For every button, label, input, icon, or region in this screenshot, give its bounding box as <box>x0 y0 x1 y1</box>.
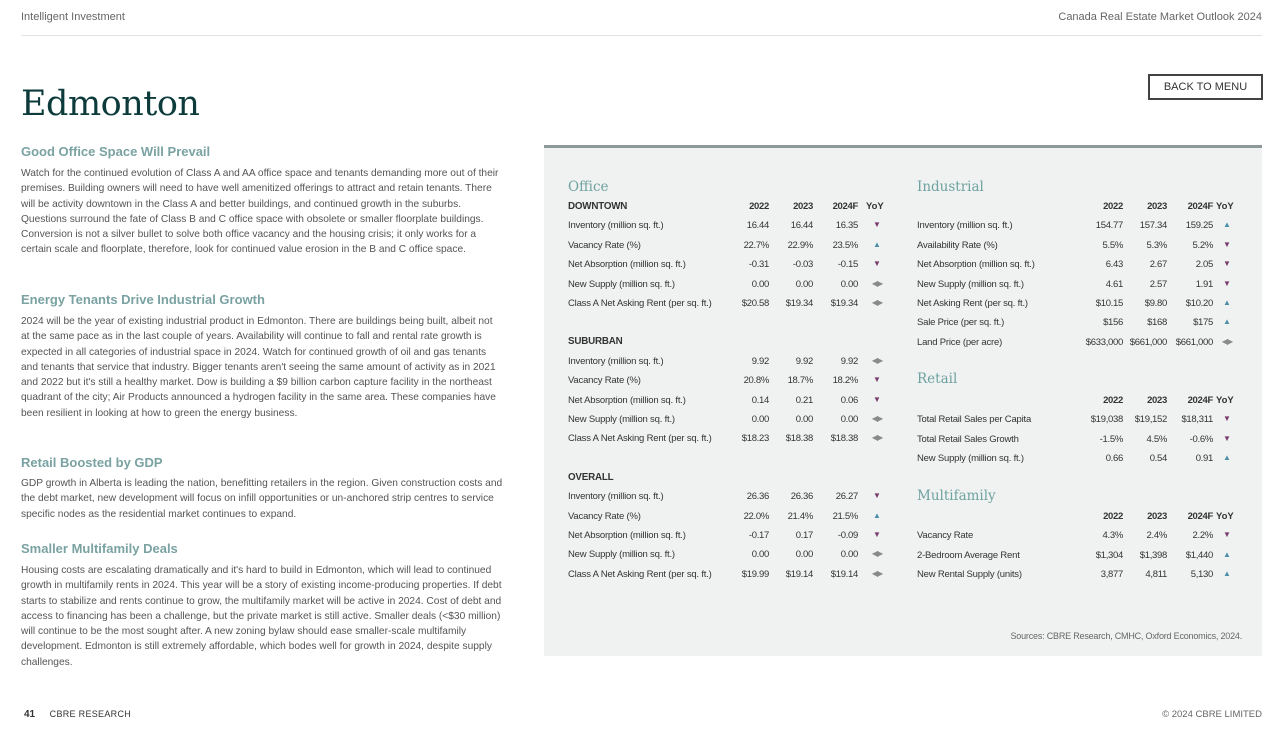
section-body: Watch for the continued evolution of Class A and AA office space and tenants demanding more out of their premises. Building owners will need to have well amenitized offerings to attract and retain tenants. There will be activity downtown in the Class A and better buildings, and continued growth in the suburbs. Questions surround the fate of Class B and C office space with obsolete or smaller floorplate buildings. Conversion is not a silver bullet to solve both office vacancy and the housing crisis; it only works for a certain scale and floorplate, therefore, look for continued value erosion in the B and C office space. <box>21 168 499 256</box>
row-label: 2-Bedroom Average Rent <box>917 549 1020 561</box>
row-value: $1,398 <box>1139 549 1167 561</box>
row-value: 16.35 <box>835 220 858 232</box>
row-value: 0.00 <box>840 414 858 425</box>
footer-copyright: © 2024 CBRE LIMITED <box>1162 709 1262 720</box>
trend-flat-icon: ◀▶ <box>871 355 883 365</box>
retail-title: Retail <box>917 371 958 387</box>
row-value: $20.58 <box>741 298 769 309</box>
table-header-row <box>917 201 1242 215</box>
table-row <box>568 220 888 234</box>
table-header-row <box>568 201 888 215</box>
row-value: 0.00 <box>795 414 813 425</box>
row-value: 5.5% <box>1102 239 1123 251</box>
trend-down-icon: ▼ <box>873 220 881 230</box>
group-label <box>568 336 888 350</box>
row-value: -0.09 <box>837 530 858 542</box>
trend-up-icon: ▲ <box>1223 220 1231 230</box>
row-label: Net Asking Rent (per sq. ft.) <box>917 298 1028 309</box>
row-value: $19.99 <box>741 568 769 580</box>
trend-up-icon: ▲ <box>1223 569 1231 579</box>
row-value: -0.31 <box>748 259 769 271</box>
row-value: 3,877 <box>1100 569 1123 581</box>
row-value: 4.5% <box>1146 433 1167 445</box>
trend-flat-icon: ◀▶ <box>871 433 883 443</box>
column-header: 2022 <box>1103 395 1123 406</box>
row-value: $1,304 <box>1095 549 1123 561</box>
table-row <box>917 530 1242 544</box>
trend-up-icon: ▲ <box>873 239 881 249</box>
row-value: $18.23 <box>741 433 769 445</box>
trend-flat-icon: ◀▶ <box>871 549 883 559</box>
table-row <box>568 549 888 563</box>
table-row <box>917 453 1242 467</box>
row-label: Inventory (million sq. ft.) <box>568 220 664 232</box>
row-value: 0.00 <box>751 278 769 290</box>
row-value: 2.67 <box>1149 259 1167 271</box>
row-value: 16.44 <box>746 220 769 232</box>
trend-up-icon: ▲ <box>1223 298 1231 307</box>
row-label: Class A Net Asking Rent (per sq. ft.) <box>568 298 712 309</box>
table-row <box>917 337 1242 351</box>
table-row <box>568 240 888 254</box>
table-row <box>568 511 888 525</box>
section-body: Housing costs are escalating dramatically and it's hard to build in Edmonton, which will lead to continued growth in multifamily rents in 2024. This year will be a story of existing income-producing properties. If debt starts to stabilize and rents continue to grow, the multifamily market will be active in 2024. Cost of debt and access to financing has been a challenge, but the private market is still active. Smaller deals (<$30 million) will continue to be the most sought after. A new zoning bylaw should ease smaller-scale multifamily development. Edmonton is still extremely affordable, which bodes well for growth in 2024, despite supply challenges. <box>21 565 502 668</box>
row-value: $18.38 <box>785 433 813 445</box>
trend-down-icon: ▼ <box>1223 239 1231 249</box>
office-title: Office <box>568 179 609 195</box>
row-value: $19.34 <box>830 298 858 309</box>
page-number: 41 <box>24 709 36 720</box>
row-value: $168 <box>1147 317 1167 329</box>
trend-flat-icon: ◀▶ <box>871 414 883 423</box>
table-row <box>568 569 888 583</box>
table-header-row <box>917 511 1242 525</box>
row-label: Vacancy Rate <box>917 530 974 542</box>
row-value: 5.3% <box>1146 239 1167 251</box>
trend-up-icon: ▲ <box>1223 317 1231 327</box>
row-value: 159.25 <box>1185 220 1213 232</box>
row-value: 18.7% <box>787 375 813 387</box>
column-header: 2022 <box>1103 201 1123 212</box>
table-row <box>568 530 888 544</box>
row-value: 6.43 <box>1105 259 1123 271</box>
row-label: New Supply (million sq. ft.) <box>917 453 1024 465</box>
row-value: 0.21 <box>795 394 813 406</box>
column-header: 2023 <box>1147 201 1167 212</box>
row-label: New Supply (million sq. ft.) <box>568 278 675 290</box>
row-value: $1,440 <box>1185 549 1213 561</box>
column-header: 2024F <box>832 201 858 212</box>
row-value: -0.03 <box>792 259 813 271</box>
row-value: $19.14 <box>830 568 858 580</box>
trend-flat-icon: ◀▶ <box>1221 336 1233 346</box>
row-label: Class A Net Asking Rent (per sq. ft.) <box>568 433 712 445</box>
column-header: 2023 <box>1147 511 1167 522</box>
row-label: Inventory (million sq. ft.) <box>568 355 664 367</box>
row-value: $156 <box>1103 317 1123 329</box>
row-value: 0.00 <box>795 549 813 561</box>
row-value: 9.92 <box>795 355 813 367</box>
row-value: $10.15 <box>1095 298 1123 309</box>
retail-table <box>917 395 1242 465</box>
row-value: 2.57 <box>1149 278 1167 290</box>
row-value: $9.80 <box>1144 298 1167 309</box>
row-value: 0.00 <box>840 278 858 290</box>
header-left: Intelligent Investment <box>21 11 125 23</box>
row-value: 0.00 <box>751 414 769 425</box>
group-label <box>568 472 888 486</box>
row-label: Vacancy Rate (%) <box>568 239 641 251</box>
row-value: 2.05 <box>1195 259 1213 271</box>
table-row <box>917 434 1242 448</box>
industrial-table <box>917 201 1242 351</box>
market-stats-panel <box>544 145 1262 656</box>
row-value: 9.92 <box>840 355 858 367</box>
trend-down-icon: ▼ <box>1223 530 1231 540</box>
row-label: New Supply (million sq. ft.) <box>917 278 1024 290</box>
row-value: 22.0% <box>743 510 769 522</box>
column-header: 2023 <box>1147 395 1167 406</box>
row-value: -0.17 <box>748 530 769 542</box>
table-row <box>568 298 888 312</box>
row-label: Net Absorption (million sq. ft.) <box>568 259 686 271</box>
table-row <box>568 433 888 447</box>
trend-flat-icon: ◀▶ <box>871 568 883 578</box>
back-to-menu-button[interactable]: BACK TO MENU <box>1148 74 1263 100</box>
section-heading: Smaller Multifamily Deals <box>21 541 178 556</box>
row-value: 21.5% <box>832 510 858 522</box>
row-value: 157.34 <box>1139 220 1167 232</box>
footer-org: CBRE RESEARCH <box>49 709 132 719</box>
row-value: 26.36 <box>790 491 813 503</box>
trend-flat-icon: ◀▶ <box>871 278 883 288</box>
row-label: Class A Net Asking Rent (per sq. ft.) <box>568 568 712 580</box>
row-label: Inventory (million sq. ft.) <box>568 491 664 503</box>
row-value: 0.00 <box>751 549 769 561</box>
table-row <box>917 414 1242 428</box>
section-heading: Energy Tenants Drive Industrial Growth <box>21 292 265 307</box>
row-label: Net Absorption (million sq. ft.) <box>917 259 1035 271</box>
group-label-text: SUBURBAN <box>568 336 623 348</box>
row-label: Sale Price (per sq. ft.) <box>917 317 1005 329</box>
row-label: New Rental Supply (units) <box>917 569 1022 581</box>
table-row <box>917 298 1242 312</box>
table-header-row <box>917 395 1242 409</box>
table-row <box>568 395 888 409</box>
row-value: 20.8% <box>743 375 769 387</box>
row-value: 16.44 <box>790 220 813 232</box>
row-value: $19.14 <box>785 568 813 580</box>
row-label: Net Absorption (million sq. ft.) <box>568 394 686 406</box>
trend-down-icon: ▼ <box>873 491 881 501</box>
row-label: New Supply (million sq. ft.) <box>568 549 675 561</box>
sources-note: Sources: CBRE Research, CMHC, Oxford Economics, 2024. <box>1010 631 1242 641</box>
row-value: $19,038 <box>1090 414 1123 426</box>
trend-down-icon: ▼ <box>1223 259 1231 269</box>
row-value: -0.6% <box>1189 433 1213 445</box>
row-value: 4.3% <box>1102 530 1123 542</box>
row-value: 9.92 <box>751 355 769 367</box>
industrial-title: Industrial <box>917 179 984 195</box>
row-label: Total Retail Sales per Capita <box>917 414 1032 426</box>
row-value: 21.4% <box>787 510 813 522</box>
table-row <box>917 240 1242 254</box>
row-value: 22.9% <box>787 239 813 251</box>
row-value: 5,130 <box>1190 569 1213 581</box>
trend-up-icon: ▲ <box>1223 549 1231 559</box>
row-value: $19.34 <box>785 298 813 309</box>
column-header-yoy: YoY <box>866 201 884 212</box>
section-body: 2024 will be the year of existing industrial product in Edmonton. There are buildings being built, albeit not at the same pace as in the last couple of years. Availability will continue to fall and rental rate growth is expected in all categories of industrial space in 2024. Watch for continued growth of oil and gas tenants and tenants that service that industry. Bigger tenants aren't seeing the same amount of activity as in 2021 and 2022 but it's still a healthy market. Dow is building a $9 billion carbon capture facility in the northeast quadrant of the city; Air Products announced a hydrogen facility in the same area. These companies have been resilient in looking at how to green the energy business. <box>21 316 496 419</box>
group-label-text: OVERALL <box>568 471 614 483</box>
table-row <box>917 569 1242 583</box>
table-row <box>568 356 888 370</box>
trend-down-icon: ▼ <box>1223 278 1231 288</box>
row-value: $661,000 <box>1129 336 1167 348</box>
trend-up-icon: ▲ <box>873 510 881 520</box>
row-value: 2.4% <box>1146 530 1167 542</box>
table-row <box>917 550 1242 564</box>
trend-up-icon: ▲ <box>1223 453 1231 463</box>
column-header: 2024F <box>1187 511 1213 522</box>
row-label: New Supply (million sq. ft.) <box>568 414 675 425</box>
row-value: $10.20 <box>1185 298 1213 309</box>
trend-down-icon: ▼ <box>1223 414 1231 424</box>
row-label: Inventory (million sq. ft.) <box>917 220 1013 232</box>
table-row <box>917 279 1242 293</box>
table-row <box>568 279 888 293</box>
multifamily-table <box>917 511 1242 581</box>
column-header-yoy: YoY <box>1216 395 1234 406</box>
table-row <box>917 259 1242 273</box>
row-value: 0.00 <box>840 549 858 561</box>
trend-down-icon: ▼ <box>873 259 881 269</box>
trend-down-icon: ▼ <box>873 530 881 540</box>
group-label: DOWNTOWN <box>568 201 628 212</box>
column-header-yoy: YoY <box>1216 201 1234 212</box>
row-value: 5.2% <box>1192 239 1213 251</box>
row-label: Vacancy Rate (%) <box>568 510 641 522</box>
row-value: $18.38 <box>830 433 858 445</box>
row-value: $661,000 <box>1175 336 1213 348</box>
table-row <box>568 375 888 389</box>
table-row <box>568 259 888 273</box>
row-value: 26.27 <box>835 491 858 503</box>
trend-down-icon: ▼ <box>873 375 881 385</box>
section-heading: Good Office Space Will Prevail <box>21 144 211 159</box>
column-header-yoy: YoY <box>1216 511 1234 522</box>
column-header: 2024F <box>1187 201 1213 212</box>
row-value: $19,152 <box>1134 414 1167 426</box>
row-value: 0.17 <box>795 530 813 542</box>
row-value: 1.91 <box>1195 278 1213 290</box>
office-table <box>568 201 888 581</box>
column-header: 2022 <box>749 201 769 212</box>
row-value: 0.06 <box>840 394 858 406</box>
row-value: 18.2% <box>832 375 858 387</box>
row-label: Net Absorption (million sq. ft.) <box>568 530 686 542</box>
row-value: 0.66 <box>1105 453 1123 465</box>
row-value: 0.00 <box>795 278 813 290</box>
row-value: 4.61 <box>1105 278 1123 290</box>
table-row <box>917 220 1242 234</box>
multifamily-title: Multifamily <box>917 488 996 504</box>
row-value: $175 <box>1193 317 1213 329</box>
row-value: -0.15 <box>837 259 858 271</box>
row-value: 2.2% <box>1192 530 1213 542</box>
footer-left <box>24 709 131 720</box>
top-bar <box>21 0 1262 36</box>
row-label: Vacancy Rate (%) <box>568 375 641 387</box>
row-label: Total Retail Sales Growth <box>917 433 1019 445</box>
trend-flat-icon: ◀▶ <box>871 298 883 307</box>
row-value: 0.54 <box>1149 453 1167 465</box>
table-row <box>568 414 888 428</box>
section-heading: Retail Boosted by GDP <box>21 455 163 470</box>
column-header: 2024F <box>1187 395 1213 406</box>
column-header: 2023 <box>793 201 813 212</box>
table-row <box>568 491 888 505</box>
row-label: Availability Rate (%) <box>917 239 998 251</box>
row-value: -1.5% <box>1099 433 1123 445</box>
row-value: 22.7% <box>743 239 769 251</box>
row-value: 0.91 <box>1195 453 1213 465</box>
row-value: 23.5% <box>832 239 858 251</box>
row-value: $633,000 <box>1085 336 1123 348</box>
header-right: Canada Real Estate Market Outlook 2024 <box>1058 11 1262 23</box>
row-value: 0.14 <box>751 394 769 406</box>
trend-down-icon: ▼ <box>873 394 881 404</box>
row-value: 26.36 <box>746 491 769 503</box>
section-body: GDP growth in Alberta is leading the nation, benefitting retailers in the region. Given construction costs and the debt market, new development will focus on infill opportunities or un-anchored strip centres to service specific nodes as the residential market continues to expand. <box>21 478 503 520</box>
column-header: 2022 <box>1103 511 1123 522</box>
trend-down-icon: ▼ <box>1223 433 1231 443</box>
row-label: Land Price (per acre) <box>917 336 1003 348</box>
row-value: 4,811 <box>1145 569 1167 581</box>
row-value: 154.77 <box>1095 220 1123 232</box>
table-row <box>917 317 1242 331</box>
row-value: $18,311 <box>1181 414 1213 426</box>
page-title: Edmonton <box>21 84 200 124</box>
